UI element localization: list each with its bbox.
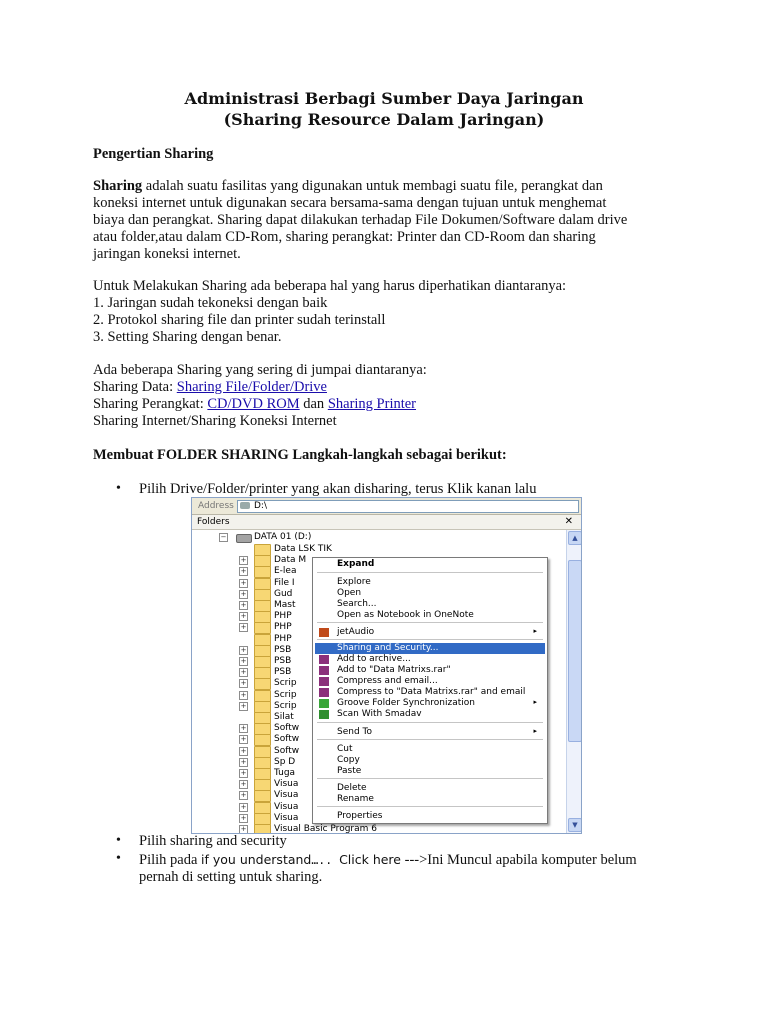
expand-icon[interactable]: + <box>240 589 247 598</box>
drive-icon <box>240 502 250 509</box>
expand-icon[interactable]: + <box>240 623 247 632</box>
menu-separator <box>317 722 543 723</box>
menu-item-icon <box>319 677 329 686</box>
folder-name: Softw <box>274 734 300 745</box>
step-1-text: Pilih Drive/Folder/printer yang akan disharing, terus Klik kanan lalu <box>139 481 537 497</box>
menu-item-label: Open as Notebook in OneNote <box>337 610 474 620</box>
scroll-thumb[interactable] <box>568 560 582 742</box>
paragraph-line-3: biaya dan perangkat. Sharing dapat dilakukan terhadap File Dokumen/Software dalam drive <box>93 212 628 228</box>
folder-name: PHP <box>274 633 292 644</box>
folder-name: Softw <box>274 745 300 756</box>
menu-item-label: Add to "Data Matrixs.rar" <box>337 665 451 675</box>
folder-icon <box>254 712 271 724</box>
submenu-arrow-icon: ▸ <box>533 627 537 635</box>
folder-name: Data LSK TIK <box>274 544 332 554</box>
device-and-text: dan <box>299 396 328 412</box>
menu-separator <box>317 806 543 807</box>
folder-icon <box>254 566 271 578</box>
context-menu-item[interactable] <box>315 727 545 738</box>
sharing-printer-link[interactable]: Sharing Printer <box>327 396 417 412</box>
folder-icon <box>254 768 271 780</box>
folder-icon <box>254 667 271 679</box>
expand-icon[interactable]: + <box>240 601 247 609</box>
explorer-screenshot <box>191 497 582 834</box>
menu-item-icon <box>319 688 329 697</box>
sharing-file-folder-link[interactable]: Sharing File/Folder/Drive <box>176 379 327 395</box>
expand-icon[interactable]: + <box>240 780 247 789</box>
folder-name: PSB <box>274 656 292 666</box>
paragraph-line-1-text: adalah suatu fasilitas yang digunakan untuk membagi suatu file, perangkat dan <box>142 178 603 194</box>
folder-name: PSB <box>274 667 292 678</box>
context-menu-item[interactable] <box>315 709 545 720</box>
bullet-glyph: • <box>116 851 121 866</box>
folder-name: Visua <box>274 779 299 790</box>
menu-item-label: Open <box>337 588 362 598</box>
context-menu <box>312 557 548 824</box>
context-menu-item[interactable] <box>315 599 545 610</box>
expand-icon[interactable]: + <box>240 668 247 677</box>
step-3-part-e: --->Ini Muncul apabila komputer belum <box>401 852 637 868</box>
expand-icon[interactable]: + <box>240 578 247 587</box>
folder-name: PSB <box>274 644 292 655</box>
submenu-arrow-icon: ▸ <box>533 698 537 706</box>
context-menu-item[interactable] <box>315 676 545 687</box>
folder-name: Softw <box>274 723 300 734</box>
folder-icon <box>254 589 271 601</box>
folder-name: File I <box>274 577 295 588</box>
context-menu-item[interactable] <box>315 766 545 777</box>
menu-item-label: Copy <box>337 755 360 765</box>
menu-item-icon <box>319 628 329 637</box>
context-menu-item[interactable] <box>315 654 545 665</box>
expand-icon[interactable]: + <box>240 813 247 822</box>
folder-name: Silat <box>274 712 294 722</box>
folder-icon <box>254 690 271 702</box>
expand-icon[interactable]: + <box>240 724 247 733</box>
folder-icon <box>254 746 271 758</box>
folder-name: PHP <box>274 611 292 622</box>
context-menu-item[interactable] <box>315 687 545 698</box>
folder-icon <box>254 578 271 590</box>
step-3-line-2: pernah di setting untuk sharing. <box>139 869 323 885</box>
menu-item-label: jetAudio <box>337 627 375 637</box>
folders-label: Folders <box>197 517 230 527</box>
folder-name: Visua <box>274 790 299 801</box>
expand-icon[interactable]: + <box>240 645 247 654</box>
folder-icon <box>254 656 271 668</box>
folder-icon <box>254 611 271 623</box>
menu-item-label: Scan With Smadav <box>337 709 422 719</box>
menu-item-icon <box>319 699 329 708</box>
folder-name: Tuga <box>274 768 296 778</box>
menu-separator <box>317 739 543 740</box>
menu-item-label: Delete <box>337 783 367 793</box>
paragraph-line-1 <box>93 178 675 195</box>
folder-name: Scrip <box>274 678 297 689</box>
steps-heading: Membuat FOLDER SHARING Langkah-langkah sebagai berikut: <box>93 447 507 463</box>
requirements-block <box>93 278 675 346</box>
folder-name: Gud <box>274 588 293 599</box>
menu-item-label: Groove Folder Synchronization <box>337 698 475 708</box>
folder-name: Mast <box>274 600 296 610</box>
context-menu-item[interactable] <box>315 744 545 755</box>
folder-icon <box>254 544 271 556</box>
context-menu-item[interactable] <box>315 665 545 676</box>
types-block <box>93 362 675 430</box>
menu-item-label: Compress to "Data Matrixs.rar" and email <box>337 687 526 697</box>
folder-name: E-lea <box>274 566 297 577</box>
menu-separator <box>317 778 543 779</box>
scroll-down-icon[interactable]: ▼ <box>568 818 582 832</box>
context-menu-item[interactable] <box>315 627 545 638</box>
address-input[interactable] <box>237 500 579 513</box>
expand-icon[interactable]: + <box>240 657 247 665</box>
bullet-glyph: • <box>116 481 121 496</box>
sharing-internet-line: Sharing Internet/Sharing Koneksi Internet <box>93 413 337 429</box>
folder-icon <box>254 600 271 612</box>
folder-icon <box>254 645 271 657</box>
context-menu-item[interactable] <box>315 794 545 805</box>
menu-item-label: Expand <box>337 559 375 569</box>
folder-icon <box>254 802 271 814</box>
menu-item-icon <box>319 710 329 719</box>
step-3-part-a: Pilih pada <box>139 852 202 868</box>
menu-item-icon <box>319 655 329 664</box>
folder-name: Visual Basic Program 6 <box>274 824 377 834</box>
context-menu-item[interactable] <box>315 643 545 654</box>
expand-icon[interactable]: + <box>240 690 247 699</box>
step-3-part-c: ….. <box>311 853 340 867</box>
expand-icon[interactable]: + <box>240 769 247 777</box>
folder-icon <box>254 790 271 802</box>
context-menu-item[interactable] <box>315 698 545 709</box>
folder-icon <box>254 723 271 735</box>
sharing-device-label: Sharing Perangkat: <box>93 396 208 412</box>
menu-item-label: Explore <box>337 577 371 587</box>
vertical-scrollbar[interactable] <box>566 530 581 833</box>
sharing-data-line <box>93 379 675 396</box>
menu-item-label: Cut <box>337 744 353 754</box>
cd-dvd-rom-link[interactable]: CD/DVD ROM <box>207 396 300 412</box>
collapse-icon[interactable]: − <box>220 533 227 541</box>
expand-icon[interactable]: + <box>240 612 247 621</box>
paragraph-line-5: jaringan koneksi internet. <box>93 246 241 262</box>
expand-icon[interactable]: + <box>240 791 247 800</box>
address-bar <box>192 498 581 515</box>
folder-name: PHP <box>274 622 292 633</box>
sharing-data-label: Sharing Data: <box>93 379 177 395</box>
requirement-item: 1. Jaringan sudah tekoneksi dengan baik <box>93 295 328 311</box>
context-menu-item[interactable] <box>315 588 545 599</box>
folders-pane-header <box>192 515 581 530</box>
context-menu-item[interactable] <box>315 559 545 570</box>
expand-icon[interactable]: + <box>240 567 247 576</box>
menu-item-icon <box>319 666 329 675</box>
drive-label: DATA 01 (D:) <box>254 532 312 542</box>
scroll-up-icon[interactable]: ▲ <box>568 531 582 545</box>
menu-item-label: Send To <box>337 727 373 737</box>
context-menu-item[interactable] <box>315 783 545 794</box>
bullet-glyph: • <box>116 833 121 848</box>
address-value: D:\ <box>254 501 267 511</box>
folder-name: Sp D <box>274 756 296 767</box>
folder-name: Visua <box>274 801 299 812</box>
drive-icon <box>236 534 252 543</box>
types-intro: Ada beberapa Sharing yang sering di jumpai diantaranya: <box>93 362 427 378</box>
close-icon[interactable]: ✕ <box>564 516 573 527</box>
folder-icon <box>254 678 271 690</box>
folder-icon <box>254 757 271 769</box>
step-3-line-1 <box>139 851 679 869</box>
menu-separator <box>317 572 543 573</box>
term-sharing: Sharing <box>93 178 143 194</box>
step-3-text <box>139 851 679 886</box>
document-subtitle: (Sharing Resource Dalam Jaringan) <box>223 110 545 129</box>
menu-item-label: Add to archive... <box>337 654 411 664</box>
sharing-device-line <box>93 396 675 413</box>
submenu-arrow-icon: ▸ <box>533 727 537 735</box>
step-2-text: Pilih sharing and security <box>139 833 287 849</box>
paragraph-line-4: atau folder,atau dalam CD-Rom, sharing perangkat: Printer dan CD-Room dan sharing <box>93 229 596 245</box>
menu-separator <box>317 622 543 623</box>
menu-item-label: Rename <box>337 794 374 804</box>
menu-item-label: Properties <box>337 811 383 821</box>
folder-icon <box>254 701 271 713</box>
requirement-item: 2. Protokol sharing file dan printer sudah terinstall <box>93 312 386 328</box>
document-title: Administrasi Berbagi Sumber Daya Jaringan <box>184 89 584 108</box>
expand-icon[interactable]: + <box>240 825 247 833</box>
expand-icon[interactable]: + <box>240 802 247 811</box>
requirement-item: 3. Setting Sharing dengan benar. <box>93 329 282 345</box>
folder-icon <box>254 779 271 791</box>
folder-name: Scrip <box>274 689 297 700</box>
menu-item-label: Compress and email... <box>337 676 438 686</box>
folder-icon <box>254 734 271 746</box>
folder-icon <box>254 555 271 567</box>
expand-icon[interactable]: + <box>240 556 247 565</box>
menu-item-label: Paste <box>337 766 362 776</box>
step-3-part-b: if you understand <box>201 852 312 867</box>
folder-name: Scrip <box>274 700 297 711</box>
folder-icon <box>254 622 271 634</box>
context-menu-item[interactable] <box>315 610 545 621</box>
expand-icon[interactable]: + <box>240 735 247 744</box>
folder-icon <box>254 634 271 646</box>
address-label: Address <box>198 501 234 511</box>
expand-icon[interactable]: + <box>240 757 247 766</box>
step-3-part-d: Click here <box>339 852 401 867</box>
context-menu-item[interactable] <box>315 755 545 766</box>
context-menu-item[interactable] <box>315 811 545 822</box>
expand-icon[interactable]: + <box>240 679 247 688</box>
paragraph-line-2: koneksi internet untuk digunakan secara bersama-sama dengan tujuan untuk menghemat <box>93 195 607 211</box>
context-menu-item[interactable] <box>315 577 545 588</box>
menu-item-label: Search... <box>337 599 377 609</box>
folder-name: Data M <box>274 555 307 566</box>
folder-name: Visua <box>274 812 299 823</box>
section-heading-pengertian: Pengertian Sharing <box>93 146 214 162</box>
paragraph-pengertian <box>93 178 675 263</box>
folder-icon <box>254 813 271 825</box>
menu-item-label: Sharing and Security... <box>337 643 439 653</box>
expand-icon[interactable]: + <box>240 701 247 710</box>
requirements-intro: Untuk Melakukan Sharing ada beberapa hal yang harus diperhatikan diantaranya: <box>93 278 567 294</box>
expand-icon[interactable]: + <box>240 746 247 755</box>
menu-separator <box>317 639 543 640</box>
